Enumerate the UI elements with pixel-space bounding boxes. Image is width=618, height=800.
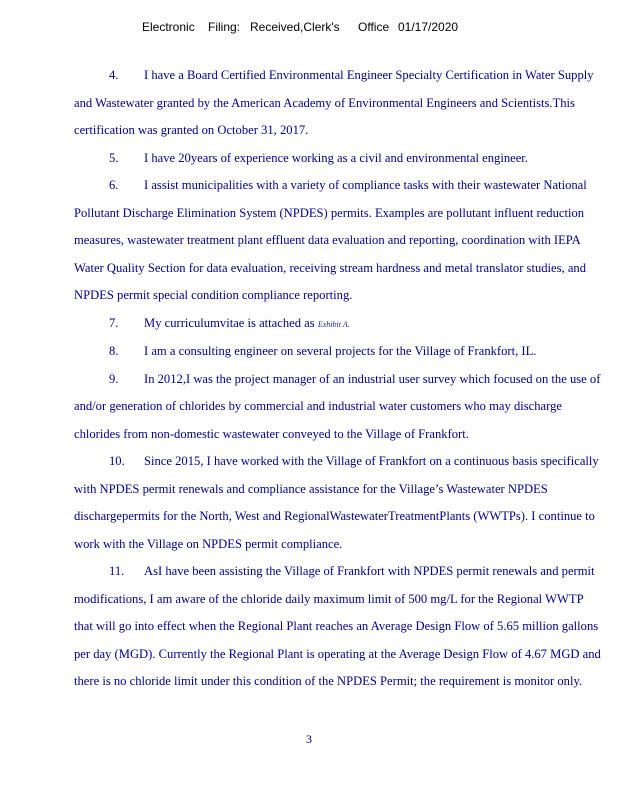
paragraph-text: AsI have been assisting the Village of Frankfort with NPDES permit renewals and permit modifications, I am aware of the chloride daily maximum limit of 500 mg/L for the Regional WWTP that will go into effect when the Regional Plant reaches an Average Design Flow of 5.65 million gallons per day (MGD). Currently the Regional Plant is operating at the Average Design Flow of 4.67 MGD and there is no chloride limit under this condition of the NPDES Permit; the requirement is monitor only. <box>74 564 601 688</box>
header-filing: Filing: <box>208 20 241 34</box>
paragraph-text: In 2012,I was the project manager of an industrial user survey which focused on the use of and/or generation of chlorides by commercial and industrial water customers who may discharge chlorides from non-domestic wastewater conveyed to the Village of Frankfort. <box>74 371 601 441</box>
paragraph-text: I have a Board Certified Environmental Engineer Specialty Certification in Water Supply and Wastewater granted by the American Academy of Environmental Engineers and Scientists.This certification was granted on October 31, 2017. <box>74 68 594 137</box>
paragraph-text: I have 20years of experience working as a civil and environmental engineer. <box>144 150 528 165</box>
header-date: 01/17/2020 <box>398 20 459 34</box>
header-electronic: Electronic <box>142 20 195 34</box>
paragraph-6 <box>74 172 604 310</box>
exhibit-reference: Exhibit A. <box>317 319 350 329</box>
paragraph-text: I assist municipalities with a variety of compliance tasks with their wastewater National Pollutant Discharge Elimination System (NPDES) permits. Examples are pollutant influent reduction measures, wastewater treatment plant effluent data evaluation and reporting, coordination with IEPA Water Quality Section for data evaluation, receiving stream hardness and metal translator studies, and NPDES permit special condition compliance reporting. <box>74 178 587 302</box>
paragraph-number: 11. <box>109 564 125 578</box>
header-office: Office <box>358 20 390 34</box>
paragraph-number: 9. <box>109 371 119 386</box>
header-received: Received,Clerk's <box>250 20 340 34</box>
paragraph-number: 10. <box>109 454 125 468</box>
paragraph-text: My curriculumvitae is attached as <box>144 315 315 330</box>
paragraph-4 <box>74 62 604 145</box>
paragraph-number: 4. <box>109 68 119 82</box>
paragraph-text: I am a consulting engineer on several projects for the Village of Frankfort, IL. <box>144 344 537 358</box>
paragraph-11 <box>74 558 604 696</box>
paragraph-number: 7. <box>109 315 119 330</box>
paragraph-number: 8. <box>109 344 119 358</box>
document-body <box>74 62 604 696</box>
paragraph-number: 6. <box>109 178 119 192</box>
paragraph-9 <box>74 366 604 449</box>
paragraph-number: 5. <box>109 150 119 165</box>
paragraph-text: Since 2015, I have worked with the Village of Frankfort on a continuous basis specifically with NPDES permit renewals and compliance assistance for the Village’s Wastewater NPDES dischargepermits for the North, West and RegionalWastewaterTreatmentPlants (WWTPs). I continue to work with the Village on NPDES permit compliance. <box>74 454 599 551</box>
paragraph-5 <box>74 145 604 173</box>
paragraph-7 <box>74 310 604 339</box>
page-number: 3 <box>306 732 312 746</box>
paragraph-10 <box>74 448 604 558</box>
paragraph-8 <box>74 338 604 366</box>
